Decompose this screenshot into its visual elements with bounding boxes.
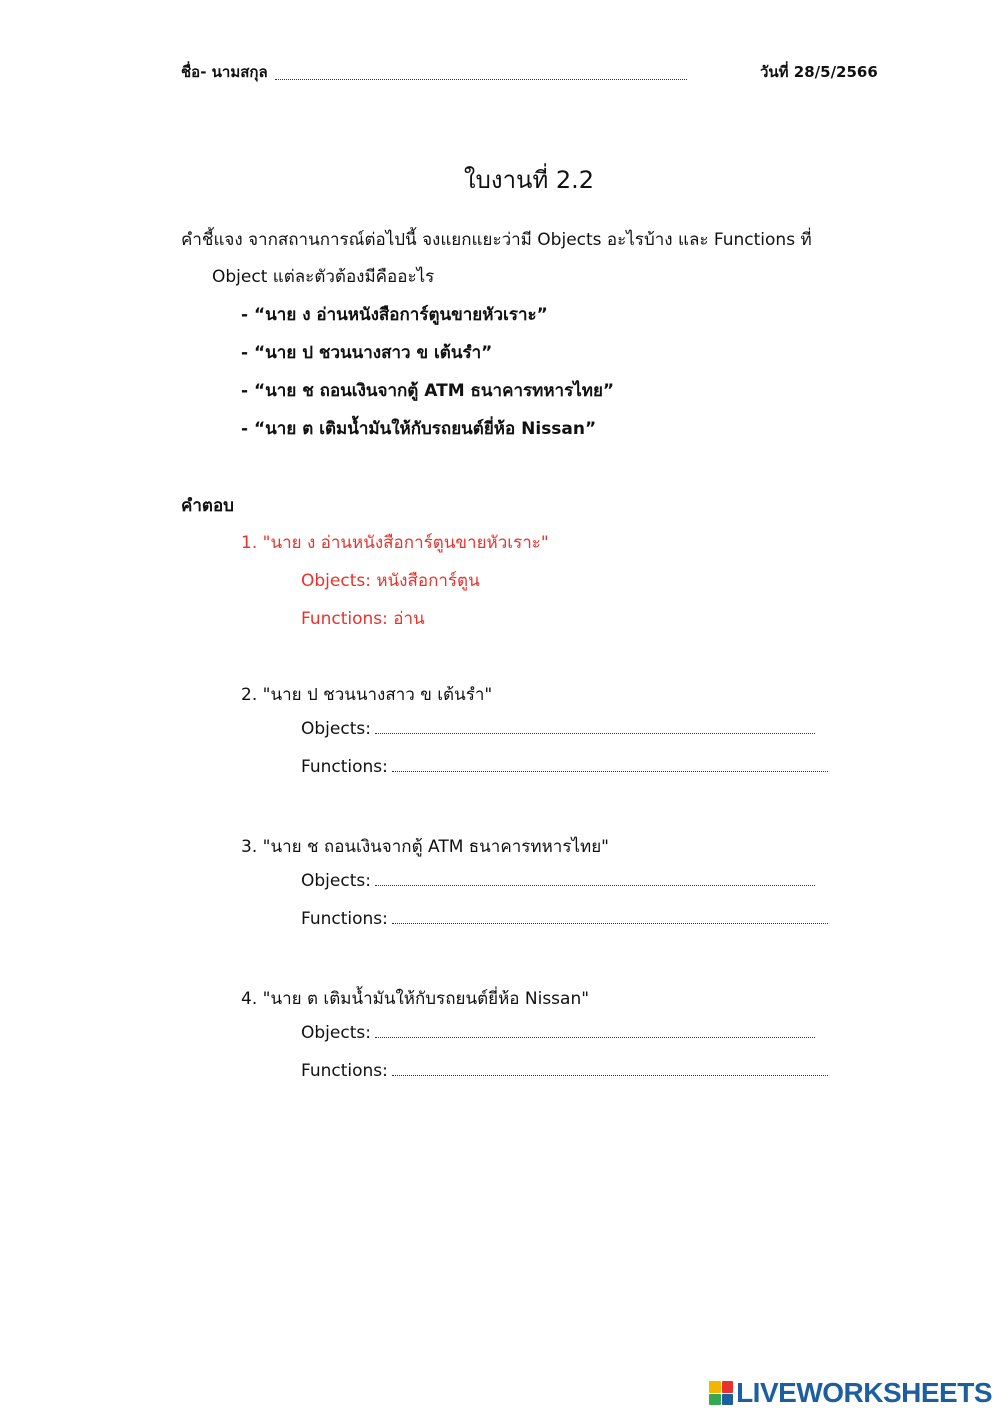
name-field[interactable] (275, 79, 687, 80)
answer-4-functions-input[interactable] (392, 1075, 828, 1076)
name-label: ชื่อ- นามสกุล (181, 63, 268, 81)
answer-3-title: 3. "นาย ช ถอนเงินจากตู้ ATM ธนาคารทหารไทย" (241, 837, 609, 857)
answer-2-functions-label: Functions: (301, 757, 388, 777)
answer-2-title: 2. "นาย ป ชวนนางสาว ข เต้นรำ" (241, 685, 493, 705)
answer-2-functions-input[interactable] (392, 771, 828, 772)
worksheet-title: ใบงานที่ 2.2 (463, 166, 595, 194)
answer-4-functions-label: Functions: (301, 1061, 388, 1081)
answer-2-functions-row (301, 757, 828, 777)
answer-4-objects-row (301, 1023, 815, 1043)
answer-heading: คำตอบ (181, 496, 234, 516)
date-label: วันที่ 28/5/2566 (760, 63, 878, 81)
logo-tile-2 (722, 1381, 734, 1393)
answer-1-objects: Objects: หนังสือการ์ตูน (301, 571, 480, 591)
answer-2-objects-label: Objects: (301, 719, 371, 739)
scenario-2: - “นาย ป ชวนนางสาว ข เต้นรำ” (241, 343, 493, 363)
logo-tile-1 (709, 1381, 721, 1393)
answer-4-objects-input[interactable] (375, 1037, 815, 1038)
answer-2-objects-row (301, 719, 815, 739)
logo-tile-4 (722, 1394, 734, 1406)
logo-text: LIVEWORKSHEETS (736, 1377, 992, 1408)
answer-2-objects-input[interactable] (375, 733, 815, 734)
answer-3-objects-input[interactable] (375, 885, 815, 886)
instruction-line-2: Object แต่ละตัวต้องมีคืออะไร (212, 267, 435, 287)
answer-3-objects-row (301, 871, 815, 891)
answer-1-functions: Functions: อ่าน (301, 609, 425, 629)
answer-1-title: 1. "นาย ง อ่านหนังสือการ์ตูนขายหัวเราะ" (241, 533, 549, 553)
scenario-3: - “นาย ช ถอนเงินจากตู้ ATM ธนาคารทหารไทย” (241, 381, 615, 401)
answer-4-functions-row (301, 1061, 828, 1081)
answer-4-title: 4. "นาย ต เติมน้ำมันให้กับรถยนต์ยี่ห้อ Nissan" (241, 989, 590, 1009)
liveworksheets-logo-icon (709, 1381, 733, 1405)
liveworksheets-logo (709, 1377, 992, 1409)
answer-3-functions-label: Functions: (301, 909, 388, 929)
answer-3-functions-input[interactable] (392, 923, 828, 924)
scenario-1: - “นาย ง อ่านหนังสือการ์ตูนขายหัวเราะ” (241, 305, 548, 325)
instruction-line-1: คำชี้แจง จากสถานการณ์ต่อไปนี้ จงแยกแยะว่ามี Objects อะไรบ้าง และ Functions ที่ (181, 230, 812, 250)
answer-3-objects-label: Objects: (301, 871, 371, 891)
answer-4-objects-label: Objects: (301, 1023, 371, 1043)
scenario-4: - “นาย ต เติมน้ำมันให้กับรถยนต์ยี่ห้อ Nissan” (241, 419, 597, 439)
logo-tile-3 (709, 1394, 721, 1406)
answer-3-functions-row (301, 909, 828, 929)
